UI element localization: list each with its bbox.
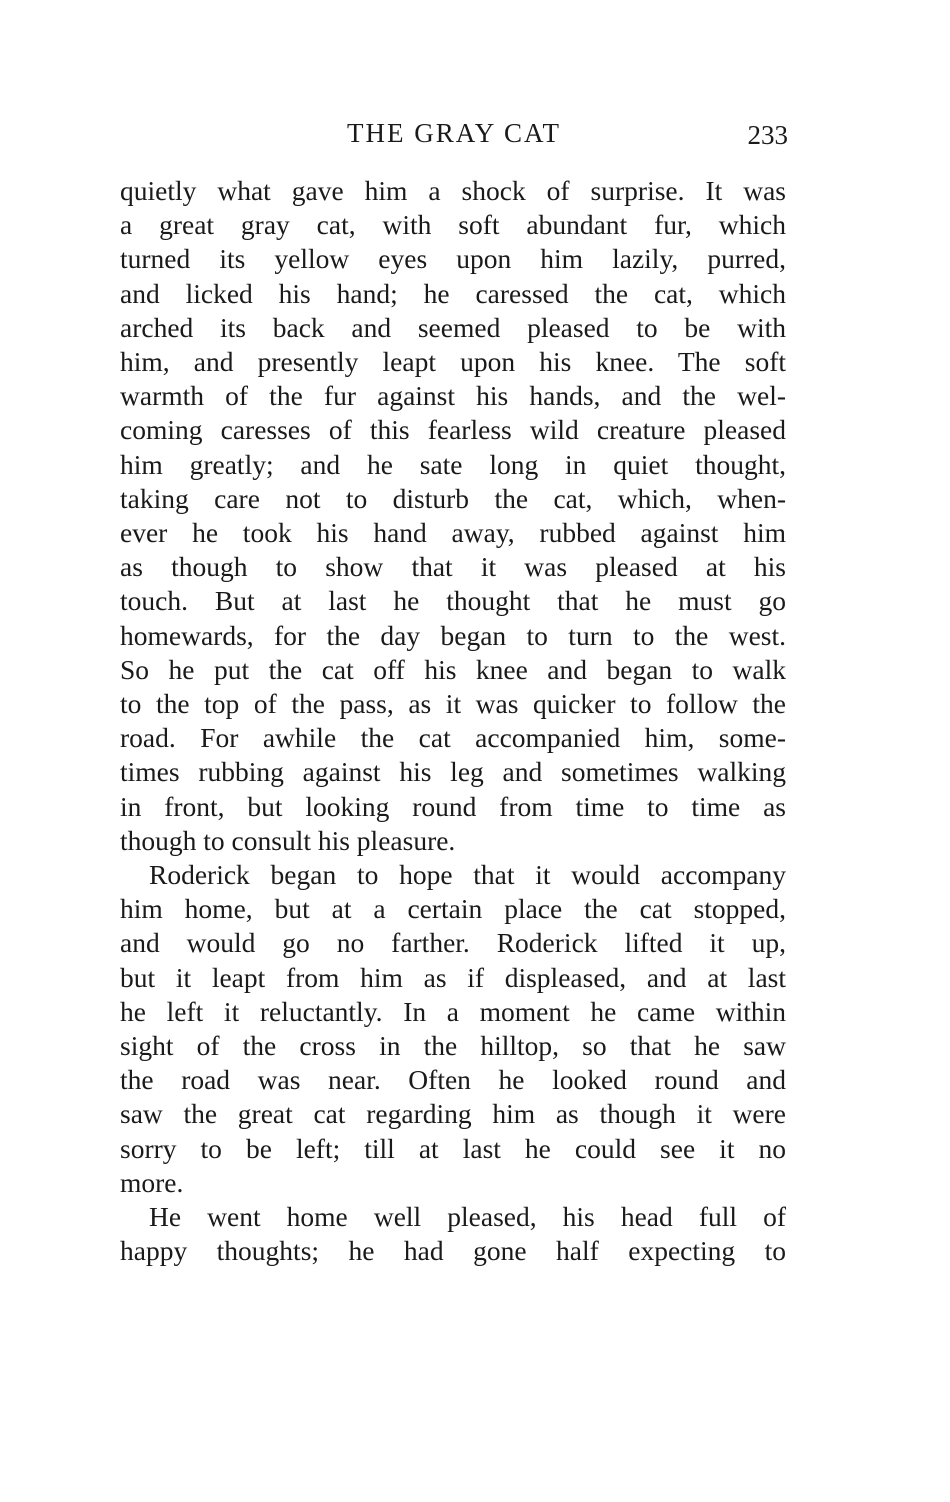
- running-title: THE GRAY CAT: [346, 118, 561, 148]
- text-line: but it leapt from him as if displeased, and at last: [120, 961, 786, 993]
- text-line: He went home well pleased, his head full of: [149, 1201, 786, 1233]
- text-line: times rubbing against his leg and sometimes walking: [120, 756, 786, 788]
- text-line: turned its yellow eyes upon him lazily, purred,: [120, 243, 786, 275]
- text-line: he left it reluctantly. In a moment he came within: [120, 995, 786, 1027]
- running-head: [120, 118, 788, 154]
- text-line: coming caresses of this fearless wild creature pleased: [120, 414, 786, 446]
- text-line: and would go no farther. Roderick lifted it up,: [120, 927, 786, 959]
- paragraph: [120, 858, 786, 1200]
- text-line: him greatly; and he sate long in quiet thought,: [120, 448, 786, 480]
- text-line: arched its back and seemed pleased to be with: [120, 311, 786, 343]
- paragraph: [120, 1200, 786, 1268]
- text-line: taking care not to disturb the cat, which, when-: [120, 482, 786, 514]
- text-line: and licked his hand; he caressed the cat, which: [120, 277, 786, 309]
- text-line: Roderick began to hope that it would accompany: [149, 859, 786, 891]
- text-line: as though to show that it was pleased at his: [120, 551, 786, 583]
- text-line: the road was near. Often he looked round and: [120, 1064, 786, 1096]
- text-line: homewards, for the day began to turn to the west.: [120, 619, 786, 651]
- text-line: more.: [120, 1166, 184, 1198]
- text-line: quietly what gave him a shock of surprise. It was: [120, 175, 786, 206]
- body-text: [120, 174, 786, 1269]
- text-line: ever he took his hand away, rubbed against him: [120, 517, 786, 549]
- text-line: him, and presently leapt upon his knee. The soft: [120, 346, 786, 378]
- text-line: touch. But at last he thought that he must go: [120, 585, 786, 617]
- text-line: happy thoughts; he had gone half expecting to: [120, 1235, 786, 1267]
- text-line: sight of the cross in the hilltop, so that he saw: [120, 1030, 786, 1062]
- text-line: road. For awhile the cat accompanied him, some-: [120, 722, 786, 754]
- text-line: warmth of the fur against his hands, and the wel-: [120, 380, 786, 412]
- text-line: in front, but looking round from time to time as: [120, 790, 786, 822]
- page-number: 233: [747, 120, 788, 150]
- text-line: saw the great cat regarding him as though it were: [120, 1098, 786, 1130]
- text-line: sorry to be left; till at last he could see it no: [120, 1132, 786, 1164]
- text-line: a great gray cat, with soft abundant fur, which: [120, 209, 786, 241]
- paragraph: [120, 174, 786, 858]
- text-line: though to consult his pleasure.: [120, 824, 456, 856]
- text-line: So he put the cat off his knee and began to walk: [120, 653, 786, 685]
- text-line: to the top of the pass, as it was quicker to follow the: [120, 688, 786, 720]
- text-line: him home, but at a certain place the cat stopped,: [120, 893, 786, 925]
